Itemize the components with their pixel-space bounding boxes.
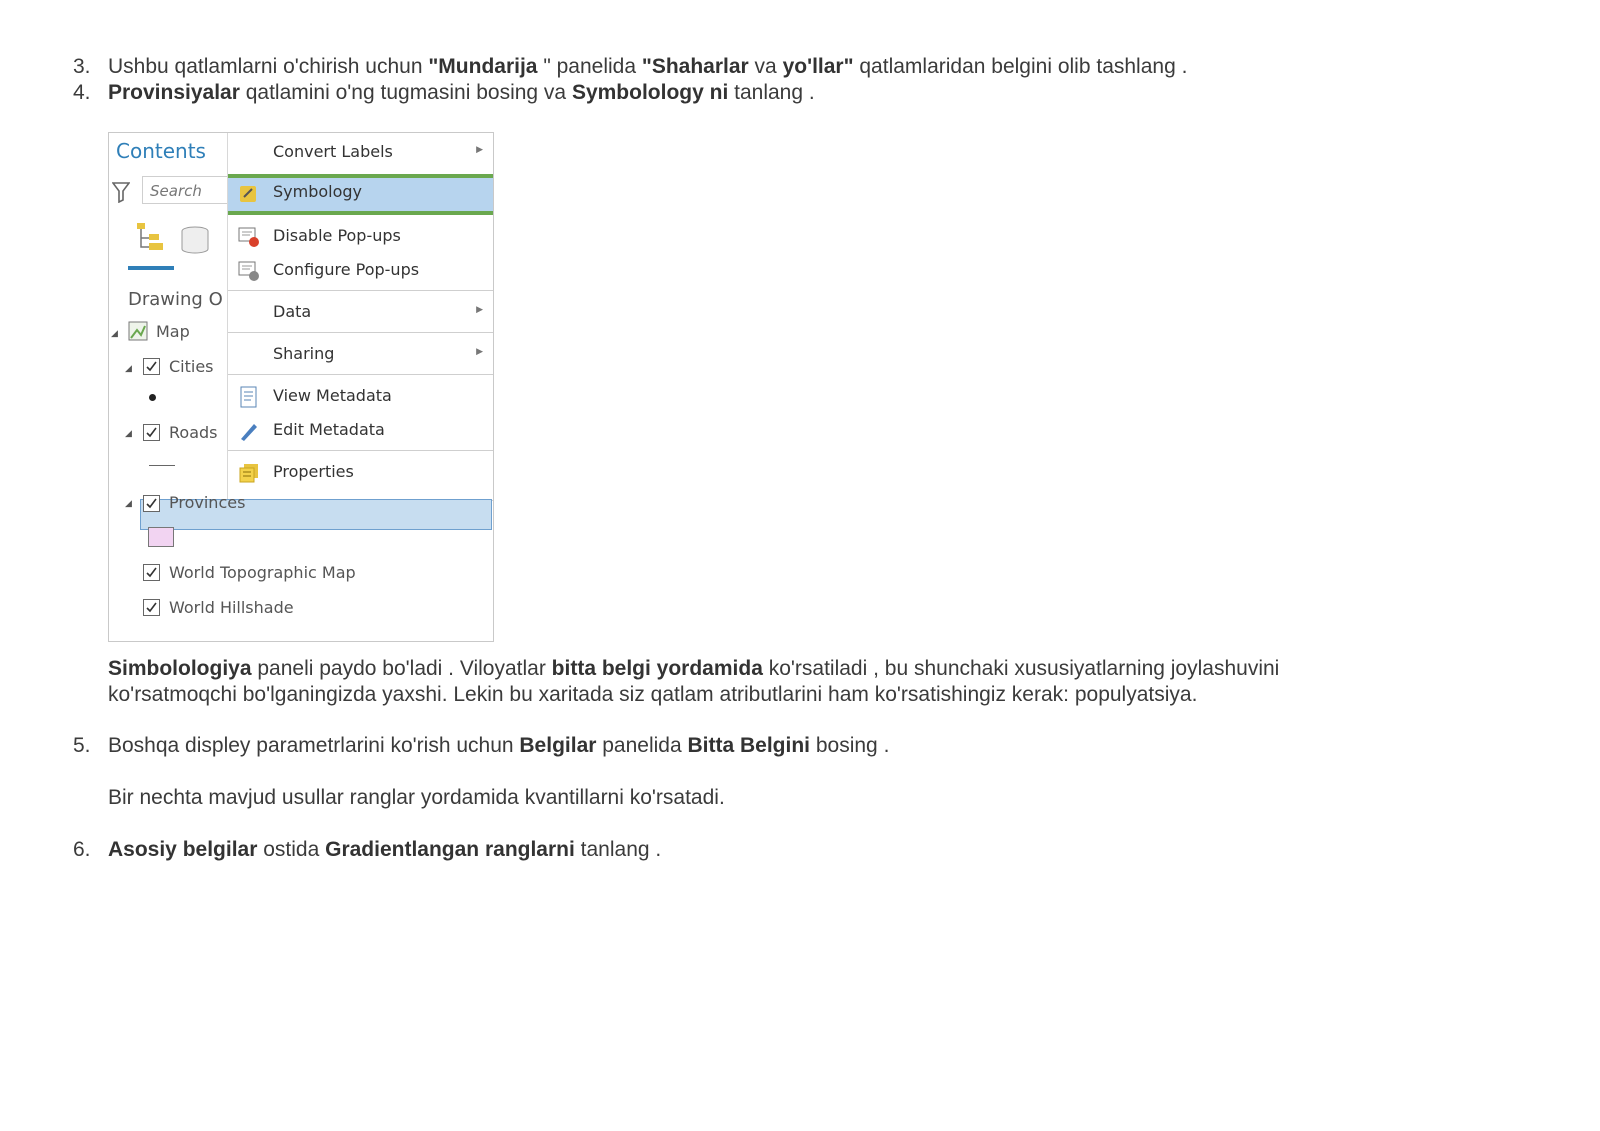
- map-icon: [128, 321, 148, 341]
- expand-triangle-icon[interactable]: ◢: [111, 329, 118, 339]
- properties-icon: [238, 462, 260, 484]
- step-text: va: [748, 55, 783, 78]
- bold-term: bitta belgi yordamida: [551, 657, 763, 680]
- step-text: " panelida: [537, 55, 642, 78]
- submenu-arrow-icon: ▶: [476, 347, 483, 357]
- step-text: bosing .: [810, 734, 890, 757]
- expand-triangle-icon[interactable]: ◢: [125, 499, 132, 509]
- bold-term: Symbolology ni: [571, 81, 729, 104]
- menu-item-label: Configure Pop-ups: [273, 260, 420, 279]
- submenu-arrow-icon: ▶: [476, 305, 483, 315]
- step-text: tanlang .: [574, 838, 662, 861]
- menu-item-label: Sharing: [273, 344, 335, 363]
- paragraph-quantiles: Bir nechta mavjud usullar ranglar yordamida kvantillarni ko'rsatadi.: [108, 786, 725, 809]
- bold-term: Bitta Belgini: [687, 734, 811, 757]
- point-symbol-icon: [149, 394, 156, 401]
- tree-icon[interactable]: [135, 221, 167, 253]
- menu-item-label: Symbology: [273, 182, 363, 201]
- checkbox-hillshade[interactable]: [143, 599, 160, 616]
- step-text: qatlamini o'ng tugmasini bosing va: [239, 81, 572, 104]
- layer-world-topographic[interactable]: World Topographic Map: [169, 563, 356, 582]
- step-text: ostida: [257, 838, 326, 861]
- paragraph-text: ko'rsatiladi , bu shunchaki xususiyatlarning joylashuvini: [762, 657, 1280, 680]
- step-text: Boshqa displey parametrlarini ko'rish uchun: [108, 734, 520, 757]
- search-input[interactable]: Search: [142, 176, 232, 204]
- checkbox-roads[interactable]: [143, 424, 160, 441]
- step-3: [73, 54, 1187, 80]
- menu-separator: [228, 374, 493, 375]
- menu-item-properties[interactable]: [228, 455, 493, 489]
- symbology-icon: [238, 182, 260, 204]
- line-symbol-icon: [149, 465, 175, 466]
- checkbox-provinces[interactable]: [143, 495, 160, 512]
- menu-separator: [228, 290, 493, 291]
- paragraph-text: paneli paydo bo'ladi . Viloyatlar: [251, 657, 552, 680]
- paragraph-symbology-explanation: [108, 656, 1408, 708]
- menu-separator: [228, 332, 493, 333]
- checkbox-topographic[interactable]: [143, 564, 160, 581]
- popup-disable-icon: [238, 226, 260, 248]
- step-number: 3.: [73, 55, 91, 78]
- contents-pane-screenshot: [108, 132, 494, 642]
- tab-underline: [128, 266, 174, 270]
- step-text: panelida: [596, 734, 688, 757]
- menu-item-label: Disable Pop-ups: [273, 226, 401, 245]
- layer-roads[interactable]: Roads: [169, 423, 218, 442]
- menu-item-label: View Metadata: [273, 386, 392, 405]
- menu-item-label: Convert Labels: [273, 142, 393, 161]
- menu-item-label: Properties: [273, 462, 354, 481]
- expand-triangle-icon[interactable]: ◢: [125, 429, 132, 439]
- step-text: qatlamlaridan belgini olib tashlang .: [853, 55, 1188, 78]
- bold-term: Belgilar: [519, 734, 597, 757]
- checkbox-cities[interactable]: [143, 358, 160, 375]
- menu-item-label: Data: [273, 302, 312, 321]
- step-number: 4.: [73, 81, 91, 104]
- step-6: [73, 837, 661, 863]
- layer-cities[interactable]: Cities: [169, 357, 214, 376]
- contents-title: Contents: [116, 139, 206, 163]
- menu-item-data[interactable]: [228, 295, 493, 329]
- step-4: [73, 80, 815, 106]
- menu-item-label: Edit Metadata: [273, 420, 385, 439]
- submenu-arrow-icon: ▶: [476, 145, 483, 155]
- step-5: [73, 733, 889, 759]
- bold-term: "Mundarija: [428, 55, 538, 78]
- menu-item-edit-metadata[interactable]: [228, 413, 493, 447]
- bold-term: "Shaharlar: [641, 55, 749, 78]
- bold-term: Gradientlangan ranglarni: [325, 838, 575, 861]
- menu-item-disable-popups[interactable]: [228, 219, 493, 253]
- bold-term: yo'llar": [782, 55, 854, 78]
- database-icon[interactable]: [179, 225, 211, 255]
- filter-icon[interactable]: [112, 181, 130, 203]
- pencil-icon: [238, 420, 260, 442]
- menu-item-configure-popups[interactable]: [228, 253, 493, 287]
- context-menu: [227, 133, 493, 501]
- menu-item-convert-labels[interactable]: [228, 135, 493, 169]
- polygon-symbol-swatch[interactable]: [148, 527, 174, 547]
- layer-map[interactable]: Map: [156, 322, 190, 341]
- step-number: 5.: [73, 734, 91, 757]
- expand-triangle-icon[interactable]: ◢: [125, 364, 132, 374]
- paragraph-text: ko'rsatmoqchi bo'lganingizda yaxshi. Lekin bu xaritada siz qatlam atributlarini ham ko'rsatishingiz kerak: populyatsiya.: [108, 683, 1198, 706]
- step-text: tanlang .: [728, 81, 815, 104]
- layer-provinces[interactable]: Provinces: [169, 493, 246, 512]
- bold-term: Simbolologiya: [108, 657, 252, 680]
- popup-configure-icon: [238, 260, 260, 282]
- drawing-order-heading: Drawing O: [128, 289, 223, 310]
- metadata-icon: [238, 386, 260, 408]
- step-text: Ushbu qatlamlarni o'chirish uchun: [108, 55, 429, 78]
- bold-term: Asosiy belgilar: [108, 838, 258, 861]
- layer-world-hillshade[interactable]: World Hillshade: [169, 598, 294, 617]
- step-number: 6.: [73, 838, 91, 861]
- menu-item-sharing[interactable]: [228, 337, 493, 371]
- menu-item-view-metadata[interactable]: [228, 379, 493, 413]
- bold-term: Provinsiyalar: [108, 81, 240, 104]
- menu-item-symbology[interactable]: [228, 174, 493, 215]
- menu-separator: [228, 450, 493, 451]
